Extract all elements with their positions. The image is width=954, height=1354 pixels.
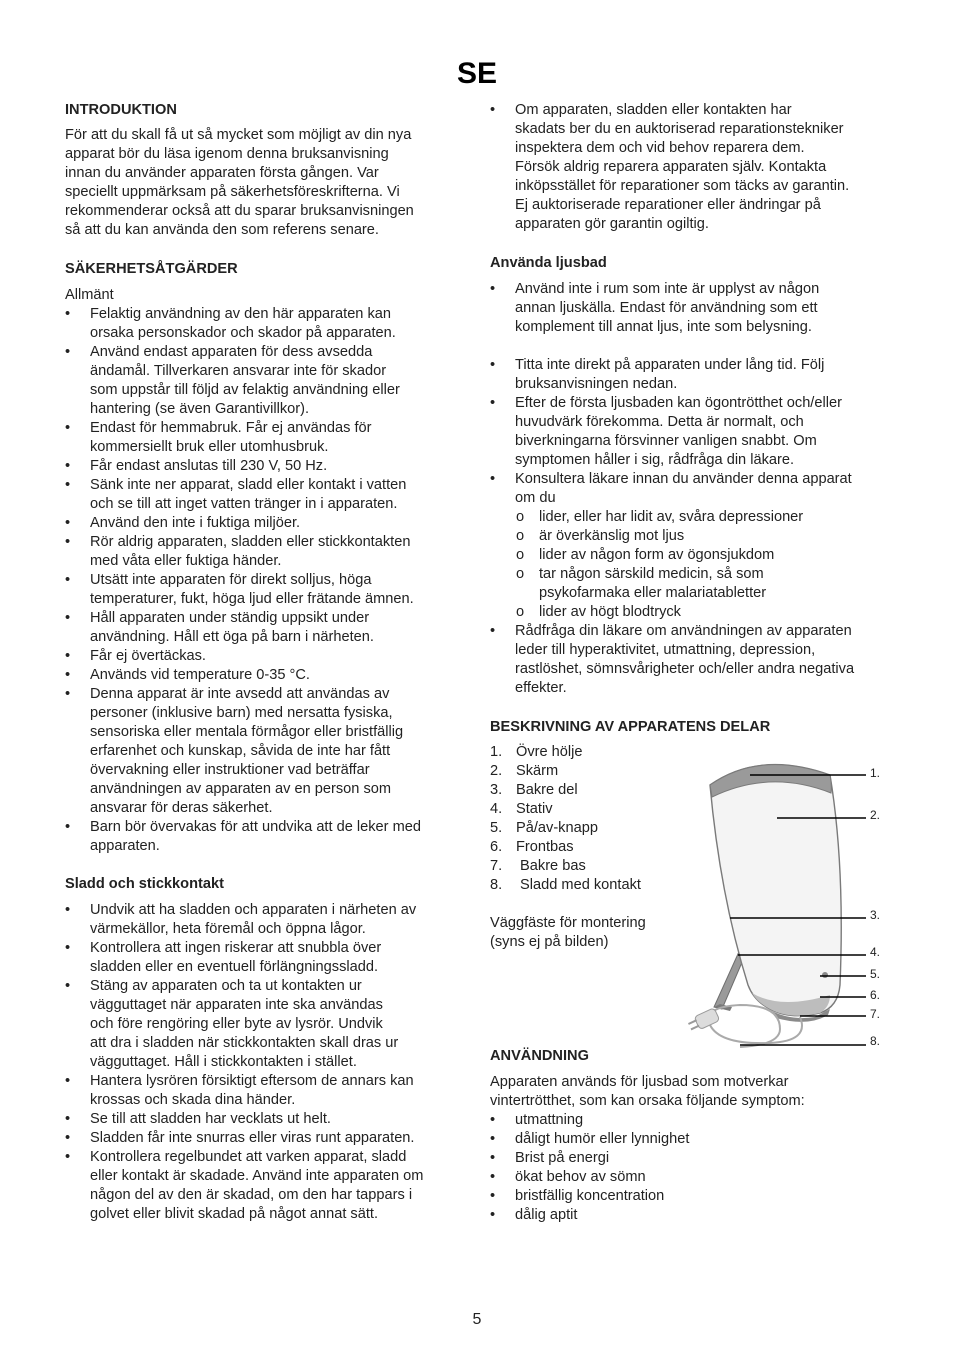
text-line: Ej auktoriserade reparationer eller ändringar på — [515, 197, 821, 213]
text-line: Titta inte direkt på apparaten under lång tid. Följ — [515, 357, 825, 373]
consult-subitem — [490, 527, 895, 546]
text-line: Får endast anslutas till 230 V, 50 Hz. — [90, 458, 328, 474]
consult-subitem — [490, 603, 895, 622]
text-line: Använd den inte i fuktiga miljöer. — [90, 515, 301, 531]
parts-item-label: På/av-knapp — [516, 820, 598, 836]
text-line: Felaktig användning av den här apparaten kan — [90, 306, 392, 322]
callout-label: 1. — [870, 766, 881, 780]
text-line: är överkänslig mot ljus — [539, 528, 685, 544]
safety-list-item — [65, 305, 465, 343]
parts-item-label: Sladd med kontakt — [516, 877, 641, 893]
text-line: Hantera lysrören försiktigt eftersom de annars kan — [90, 1073, 414, 1089]
text-line: effekter. — [515, 680, 567, 696]
repair-list — [490, 101, 895, 234]
symptom-list — [490, 1111, 895, 1225]
text-line: Sladden får inte snurras eller viras runt apparaten. — [90, 1130, 415, 1146]
text-line: Kontrollera regelbundet att varken apparat, sladd — [90, 1149, 407, 1165]
parts-item-label: Stativ — [516, 801, 553, 817]
text-line: komplement till annat ljus, inte som belysning. — [515, 319, 812, 335]
symptom-item: • dåligt humör eller lynnighet — [490, 1130, 895, 1149]
cord-heading: Sladd och stickkontakt — [65, 876, 224, 892]
lightbath-list-item — [490, 394, 895, 470]
parts-item-label: Bakre del — [516, 782, 578, 798]
parts-item-number: 4. — [490, 801, 503, 817]
safety-list-item — [65, 666, 465, 685]
text-line: skadats ber du en auktoriserad reparationstekniker — [515, 121, 844, 137]
text-line: Stäng av apparaten och ta ut kontakten ur — [90, 978, 362, 994]
text-line: apparaten gör garantin ogiltig. — [515, 216, 709, 232]
symptom-item: • dålig aptit — [490, 1206, 895, 1225]
text-line: speciellt uppmärksam på säkerhetsföreskrifterna. Vi — [65, 184, 400, 200]
usage-heading: ANVÄNDNING — [490, 1048, 589, 1064]
cord-list-item — [65, 1129, 465, 1148]
parts-item-number: 2. — [490, 763, 503, 779]
text-line: (syns ej på bilden) — [490, 934, 609, 950]
consult-subitem — [490, 508, 895, 527]
power-button-shape — [822, 972, 828, 978]
text-line: om du — [515, 490, 556, 506]
parts-item-label: Skärm — [516, 763, 559, 779]
consult-sublist — [490, 508, 895, 622]
lightbath-first-item — [490, 280, 895, 337]
text-line: att dra i sladden när stickkontakten skall dras ur — [90, 1035, 399, 1051]
symptom-item: • utmattning — [490, 1111, 895, 1130]
safety-list-item — [65, 647, 465, 666]
text-line: och före rengöring eller byte av lysrör. Undvik — [90, 1016, 383, 1032]
text-line: personer (inklusive barn) med nersatta fysiska, — [90, 705, 393, 721]
text-line: krossas och skada dina händer. — [90, 1092, 296, 1108]
text-line: Undvik att ha sladden och apparaten i närheten av — [90, 902, 417, 918]
cord-list-item — [65, 1072, 465, 1110]
cord-list-item — [65, 1148, 465, 1224]
cord-list — [65, 901, 465, 1224]
callout-label: 7. — [870, 1007, 881, 1021]
device-illustration — [680, 755, 880, 1055]
lightbath-list — [490, 356, 895, 508]
page-number: 5 — [472, 1311, 482, 1328]
text-line: innan du använder apparaten första gången. Var — [65, 165, 379, 181]
lightbath-heading: Använda ljusbad — [490, 255, 607, 271]
intro-paragraph — [65, 126, 465, 240]
text-line: apparaten. — [90, 838, 160, 854]
symptom-item: • Brist på energi — [490, 1149, 895, 1168]
text-line: lider av högt blodtryck — [539, 604, 681, 620]
text-line: lider av någon form av ögonsjukdom — [539, 547, 775, 563]
text-line: användningen av apparaten av en person som — [90, 781, 392, 797]
text-line: eller kontakt är skadade. Använd inte apparaten om — [90, 1168, 424, 1184]
text-line: värmekällor, heta föremål och öppna lågor. — [90, 921, 366, 937]
text-line: tar någon särskild medicin, så som — [539, 566, 764, 582]
symptom-item: • bristfällig koncentration — [490, 1187, 895, 1206]
text-line: sladden eller en eventuell förlängningssladd. — [90, 959, 379, 975]
parts-item-number: 6. — [490, 839, 503, 855]
text-line: Väggfäste för montering — [490, 915, 646, 931]
parts-item-number: 1. — [490, 744, 503, 760]
safety-list-item — [65, 818, 465, 856]
cord-list-item — [65, 977, 465, 1072]
text-line: ändamål. Tillverkaren ansvarar inte för skador — [90, 363, 387, 379]
text-line: övervakning eller instruktioner vad beträffar — [90, 762, 370, 778]
safety-list-item — [65, 685, 465, 818]
text-line: och se till att inget vatten tränger in i apparaten. — [90, 496, 398, 512]
text-line: Barn bör övervakas för att undvika att de leker med — [90, 819, 421, 835]
text-line: orsaka personskador och skador på apparaten. — [90, 325, 396, 341]
cord-list-item — [65, 939, 465, 977]
consult-subitem — [490, 565, 895, 603]
safety-list-item — [65, 571, 465, 609]
callout-label: 5. — [870, 967, 881, 981]
lightbath-last-item — [490, 622, 895, 698]
text-line: Sänk inte ner apparat, sladd eller kontakt i vatten — [90, 477, 407, 493]
text-line: Använd inte i rum som inte är upplyst av någon — [515, 281, 820, 297]
text-line: lider, eller har lidit av, svåra depressioner — [539, 509, 804, 525]
text-line: Kontrollera att ingen riskerar att snubbla över — [90, 940, 382, 956]
safety-list-item — [65, 609, 465, 647]
text-line: kommersiellt bruk eller utomhusbruk. — [90, 439, 329, 455]
text-line: Rör aldrig apparaten, sladden eller stickkontakten — [90, 534, 411, 550]
text-line: vägguttaget. Håll i stickkontakten i stället. — [90, 1054, 357, 1070]
text-line: vintertrötthet, som kan orsaka följande symptom: — [490, 1093, 805, 1109]
text-line: Försök aldrig reparera apparaten själv. Kontakta — [515, 159, 827, 175]
text-line: symptomen håller i sig, rådfråga din läkare. — [515, 452, 795, 468]
intro-heading: INTRODUKTION — [65, 102, 177, 118]
text-line: bruksanvisningen nedan. — [515, 376, 678, 392]
safety-list-item — [65, 343, 465, 419]
text-line: Efter de första ljusbaden kan ögontrötthet och/eller — [515, 395, 842, 411]
text-line: någon del av den är skadad, om den har tappars i — [90, 1187, 413, 1203]
text-line: som uppstår till följd av felaktig användning eller — [90, 382, 400, 398]
parts-item-label: Bakre bas — [516, 858, 586, 874]
text-line: Se till att sladden har vecklats ut helt. — [90, 1111, 331, 1127]
safety-list-item — [65, 514, 465, 533]
safety-list-item — [65, 533, 465, 571]
safety-list — [65, 305, 465, 856]
text-line: med våta eller fuktiga händer. — [90, 553, 282, 569]
text-line: psykofarmaka eller malariatabletter — [539, 585, 767, 601]
safety-list-item — [65, 476, 465, 514]
text-line: Får ej övertäckas. — [90, 648, 206, 664]
repair-item — [490, 101, 895, 234]
text-line: Om apparaten, sladden eller kontakten har — [515, 102, 792, 118]
text-line: annan ljuskälla. Endast för användning som ett — [515, 300, 818, 316]
safety-heading: SÄKERHETSÅTGÄRDER — [65, 261, 238, 277]
safety-list-item — [65, 457, 465, 476]
text-line: För att du skall få ut så mycket som möjligt av din nya — [65, 127, 412, 143]
safety-list-item — [65, 419, 465, 457]
cord-list-item — [65, 1110, 465, 1129]
text-line: apparat bör du läsa igenom denna bruksanvisning — [65, 146, 389, 162]
text-line: Endast för hemmabruk. Får ej användas för — [90, 420, 372, 436]
text-line: huvudvärk förekomma. Detta är normalt, och — [515, 414, 804, 430]
text-line: Konsultera läkare innan du använder denna apparat — [515, 471, 852, 487]
parts-item-number: 5. — [490, 820, 503, 836]
text-line: rastlöshet, sömnsvårigheter och/eller andra negativa — [515, 661, 855, 677]
text-line: så att du kan använda den som referens senare. — [65, 222, 379, 238]
text-line: användning. Håll ett öga på barn i närheten. — [90, 629, 374, 645]
text-line: inspektera dem och vid behov reparera dem. — [515, 140, 805, 156]
lightbath-first-list — [490, 280, 895, 337]
text-line: hantering (se även Garantivillkor). — [90, 401, 310, 417]
callout-label: 8. — [870, 1034, 881, 1048]
text-line: vägguttaget när apparaten inte ska användas — [90, 997, 383, 1013]
lightbath-last-list — [490, 622, 895, 698]
text-line: leder till hyperaktivitet, utmattning, depression, — [515, 642, 816, 658]
text-line: golvet eller blivit skadad på något annat sätt. — [90, 1206, 379, 1222]
callout-label: 3. — [870, 908, 881, 922]
text-line: rekommenderar också att du sparar bruksanvisningen — [65, 203, 414, 219]
text-line: Utsätt inte apparaten för direkt solljus, höga — [90, 572, 372, 588]
parts-item-label: Övre hölje — [516, 744, 583, 760]
cord-list-item — [65, 901, 465, 939]
callout-label: 2. — [870, 808, 881, 822]
text-line: biverkningarna försvinner vanligen snabbt. Om — [515, 433, 817, 449]
text-line: erfarenhet och kunskap, såvida de inte har fått — [90, 743, 391, 759]
callout-label: 4. — [870, 945, 881, 959]
page-title: SE — [456, 57, 498, 90]
lightbath-list-item — [490, 356, 895, 394]
text-line: Apparaten används för ljusbad som motverkar — [490, 1074, 789, 1090]
lightbath-list-item — [490, 470, 895, 508]
text-line: temperaturer, fukt, höga ljud eller frätande ämnen. — [90, 591, 414, 607]
text-line: Använd endast apparaten för dess avsedda — [90, 344, 373, 360]
text-line: Denna apparat är inte avsedd att användas av — [90, 686, 390, 702]
parts-heading: BESKRIVNING AV APPARATENS DELAR — [490, 719, 771, 735]
text-line: sensoriska eller mentala förmågor eller bristfällig — [90, 724, 404, 740]
parts-item-number: 3. — [490, 782, 503, 798]
safety-subheading: Allmänt — [65, 287, 114, 303]
text-line: ansvarar för deras säkerhet. — [90, 800, 273, 816]
callout-label: 6. — [870, 988, 881, 1002]
usage-intro — [490, 1073, 895, 1111]
consult-subitem — [490, 546, 895, 565]
symptom-item: • ökat behov av sömn — [490, 1168, 895, 1187]
parts-item-label: Frontbas — [516, 839, 574, 855]
text-line: Håll apparaten under ständig uppsikt under — [90, 610, 370, 626]
text-line: Rådfråga din läkare om användningen av apparaten — [515, 623, 852, 639]
parts-item-number: 7. — [490, 858, 503, 874]
parts-item-number: 8. — [490, 877, 503, 893]
left-column — [65, 100, 465, 1224]
text-line: Används vid temperature 0-35 °C. — [90, 667, 310, 683]
text-line: inköpsstället för reparationer som täcks av garantin. — [515, 178, 850, 194]
usage-section — [490, 1047, 895, 1225]
plug-shape — [687, 1008, 720, 1033]
